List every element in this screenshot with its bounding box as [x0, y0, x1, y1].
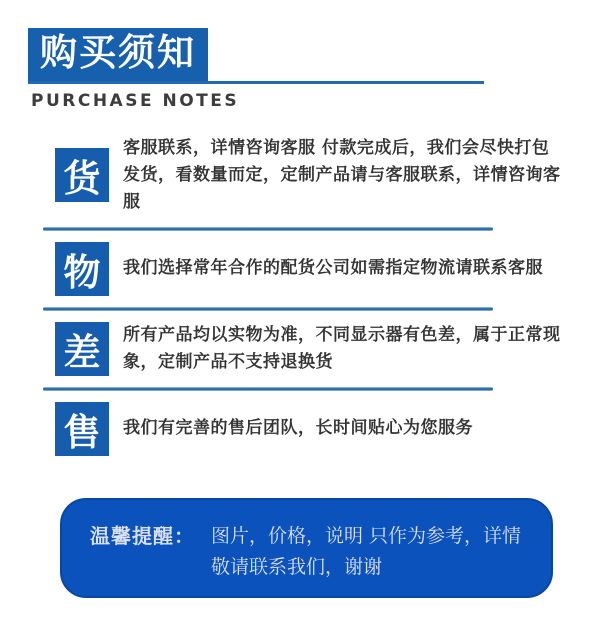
- logistics-note-text: 我们选择常年合作的配货公司如需指定物流请联系客服: [123, 258, 543, 279]
- header: [28, 28, 484, 84]
- reminder-label: 温馨提醒：: [90, 523, 195, 548]
- after-sale-note-text: 我们有完善的售后团队，长时间贴心为您服务: [123, 418, 473, 439]
- reminder-text: 图片，价格，说明 只作为参考，详情敬请联系我们，谢谢: [211, 524, 522, 578]
- color-difference-badge: 差: [55, 322, 109, 376]
- logistics-badge: 物: [55, 242, 109, 296]
- reminder-box: [60, 498, 553, 598]
- page-subtitle: PURCHASE NOTES: [31, 90, 240, 111]
- list-item-after-sale: [55, 391, 600, 467]
- color-difference-note-text: 所有产品均以实物为准，不同显示器有色差，属于正常现象，定制产品不支持退换货: [123, 324, 561, 372]
- notes-list: [0, 124, 600, 467]
- list-item-logistics: [55, 231, 600, 307]
- shipping-note-text: 客服联系，详情咨询客服 付款完成后，我们会尽快打包发货，看数量而定，定制产品请与客服联系，详情咨询客服: [123, 137, 561, 212]
- purchase-notes-page: [0, 28, 600, 628]
- page-title: 购买须知: [28, 28, 208, 81]
- after-sale-badge: 售: [55, 402, 109, 456]
- list-item-shipping: [55, 124, 600, 227]
- list-item-color-difference: [55, 311, 600, 387]
- shipping-badge: 货: [55, 148, 109, 202]
